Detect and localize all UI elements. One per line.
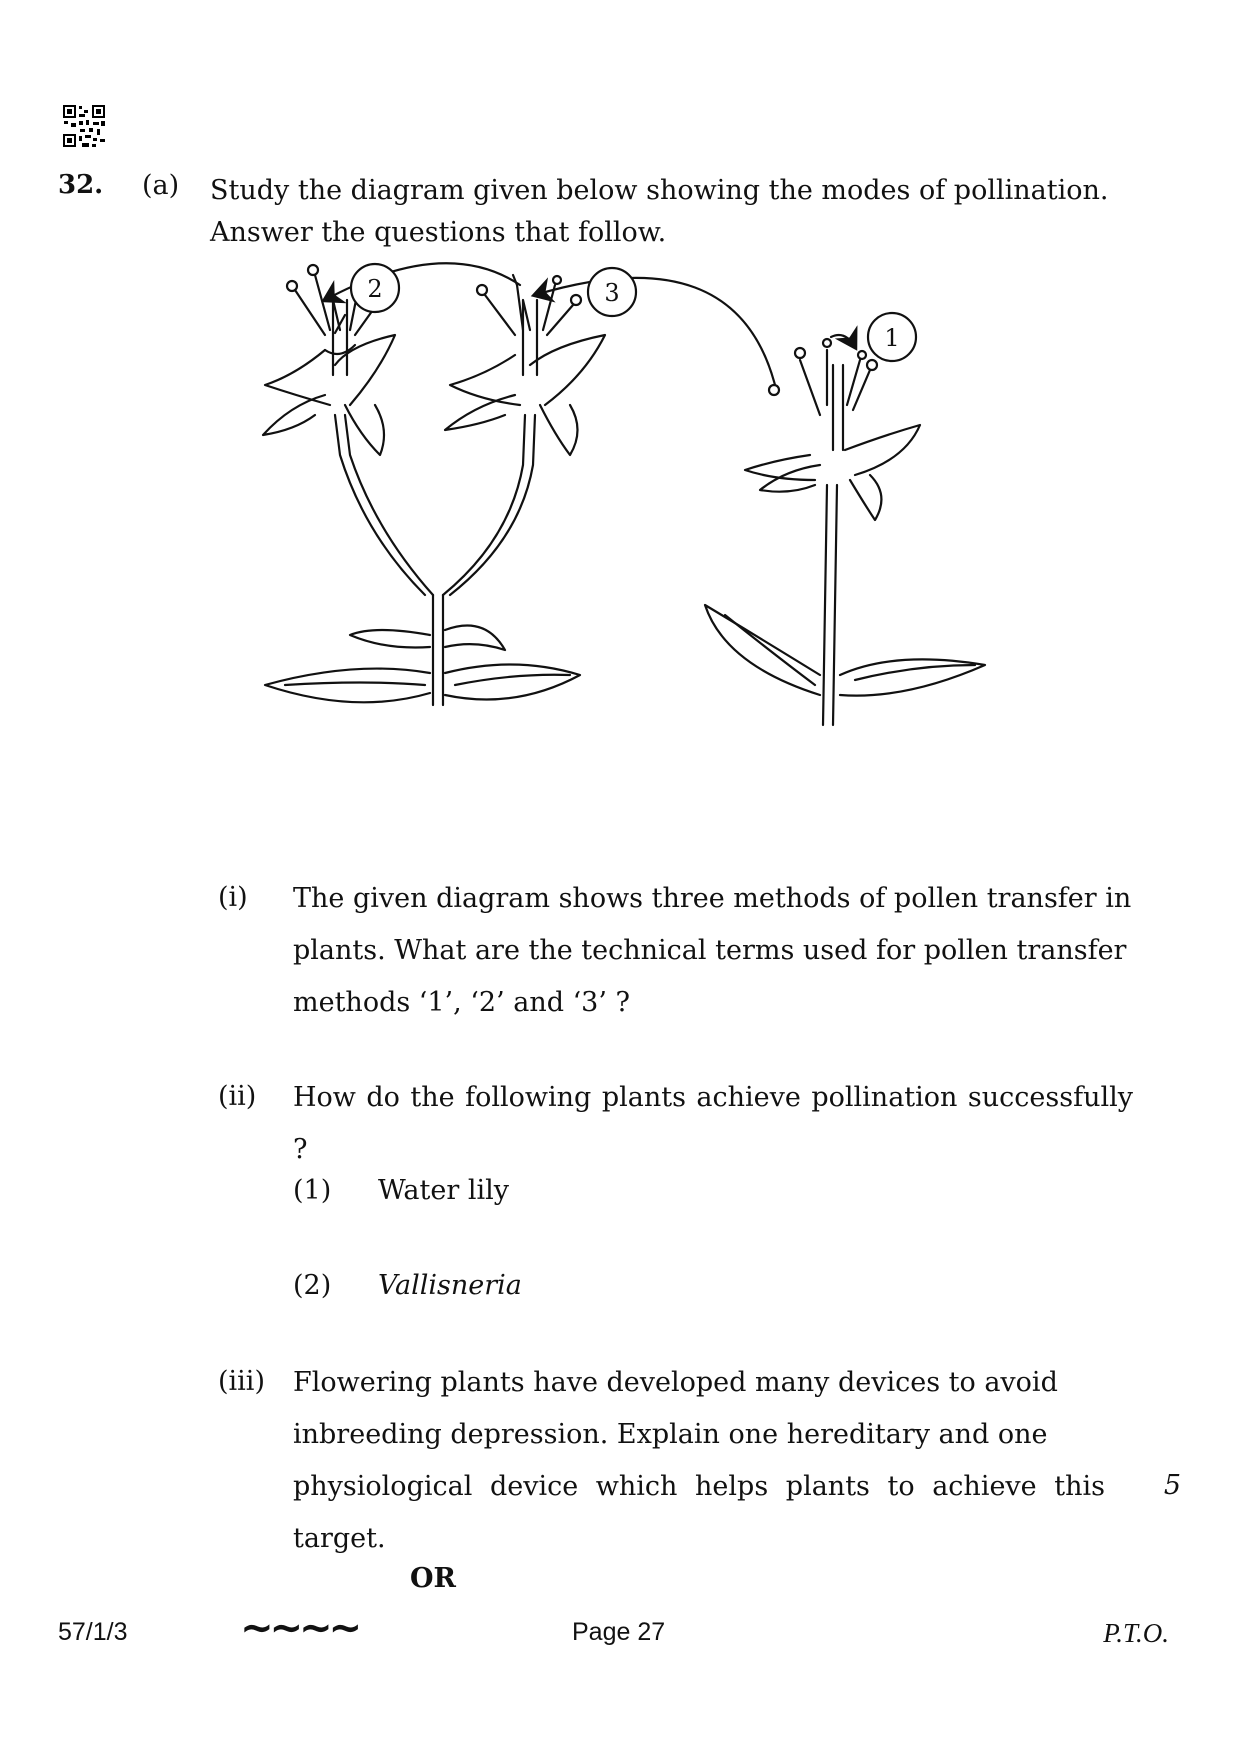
text-line: Flowering plants have developed many devices to avoid xyxy=(293,1367,1058,1398)
subquestion-ii-number: (ii) xyxy=(218,1081,257,1112)
or-label: OR xyxy=(410,1563,456,1594)
text-line: plants. What are the technical terms used for pollen transfer xyxy=(293,935,1127,966)
item-2-number: (2) xyxy=(293,1270,332,1301)
item-1-number: (1) xyxy=(293,1175,332,1206)
text-line: methods ‘1’, ‘2’ and ‘3’ ? xyxy=(293,987,630,1018)
text-line: physiological device which helps plants to achieve this target. xyxy=(293,1471,1105,1554)
shared-stem xyxy=(265,595,580,705)
stem-line: Answer the questions that follow. xyxy=(210,217,667,248)
subquestion-i-number: (i) xyxy=(218,882,248,913)
diagram-label-1 xyxy=(868,313,916,361)
flower-right xyxy=(705,335,985,725)
subquestion-iii-number: (iii) xyxy=(218,1366,265,1397)
question-part: (a) xyxy=(142,170,180,201)
page-number: Page 27 xyxy=(572,1618,666,1646)
text-line: inbreeding depression. Explain one hereditary and one xyxy=(293,1419,1048,1450)
svg-text:1: 1 xyxy=(884,324,900,352)
item-1-text: Water lily xyxy=(378,1175,509,1206)
svg-text:2: 2 xyxy=(367,275,383,303)
text-line: How do the following plants achieve pollination successfully ? xyxy=(293,1082,1133,1165)
pto-label: P.T.O. xyxy=(1103,1618,1169,1648)
text-line: The given diagram shows three methods of pollen transfer in xyxy=(293,883,1132,914)
diagram-label-2 xyxy=(351,264,399,312)
item-2-text: Vallisneria xyxy=(378,1270,522,1301)
qr-code xyxy=(62,104,106,148)
flower-middle xyxy=(443,275,605,595)
question-stem xyxy=(210,170,1130,254)
subquestion-ii-text xyxy=(293,1072,1133,1176)
subquestion-iii-text xyxy=(293,1357,1105,1565)
svg-text:3: 3 xyxy=(604,279,620,307)
paper-code: 57/1/3 xyxy=(58,1618,128,1646)
stem-line: Study the diagram given below showing the modes of pollination. xyxy=(210,175,1109,206)
diagram-label-3 xyxy=(588,268,636,316)
footer-ornament: ∼∼∼∼ xyxy=(240,1606,359,1650)
marks: 5 xyxy=(1163,1470,1181,1501)
flower-left xyxy=(263,265,433,595)
question-number: 32. xyxy=(58,170,104,200)
arrow-path-3 xyxy=(535,278,775,385)
subquestion-i-text xyxy=(293,873,1133,1029)
pollination-diagram xyxy=(255,255,1125,815)
